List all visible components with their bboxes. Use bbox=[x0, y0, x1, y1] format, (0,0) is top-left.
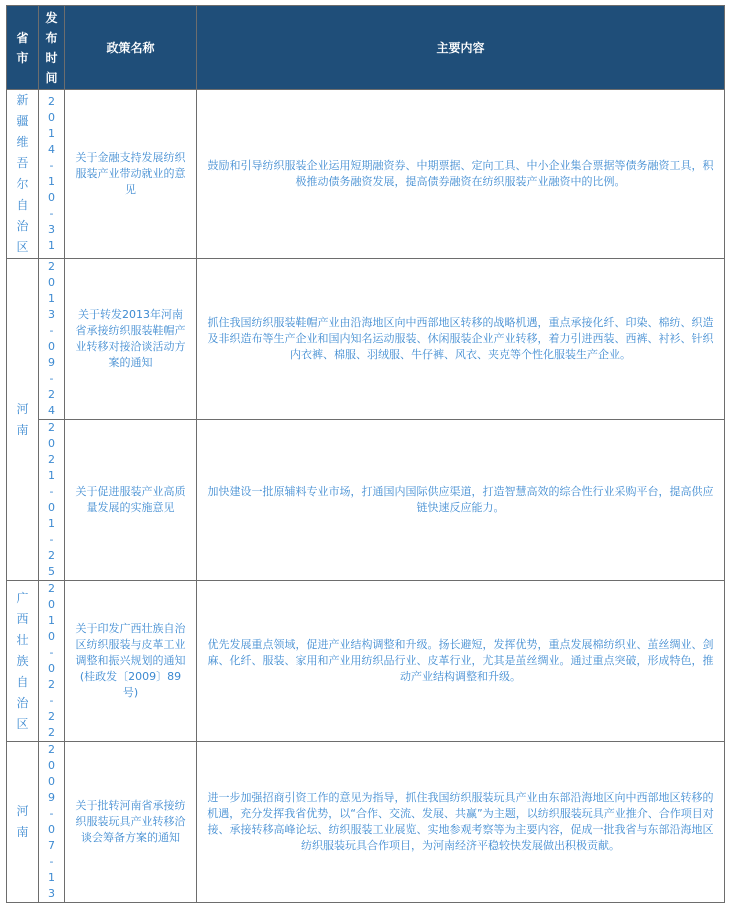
province-cell: 广西壮族自治区 bbox=[7, 581, 39, 742]
policy-name-cell: 关于印发广西壮族自治区纺织服装与皮革工业调整和振兴规划的通知(桂政发〔2009〕89号) bbox=[65, 581, 197, 742]
table-row bbox=[7, 581, 725, 742]
content-cell: 加快建设一批原辅料专业市场，打通国内国际供应渠道，打造智慧高效的综合性行业采购平台，提高供应链快速反应能力。 bbox=[197, 420, 725, 581]
header-date: 发布时间 bbox=[39, 6, 65, 90]
header-content: 主要内容 bbox=[197, 6, 725, 90]
policy-name-cell: 关于金融支持发展纺织服装产业带动就业的意见 bbox=[65, 90, 197, 259]
date-cell: 2021-01-25 bbox=[39, 420, 65, 581]
policy-name-cell: 关于转发2013年河南省承接纺织服装鞋帽产业转移对接洽谈活动方案的通知 bbox=[65, 259, 197, 420]
table-row bbox=[7, 420, 725, 581]
content-cell: 优先发展重点领域，促进产业结构调整和升级。扬长避短，发挥优势，重点发展棉纺织业、茧丝绸业、剑麻、化纤、服装、家用和产业用纺织品行业、皮革行业，尤其是茧丝绸业。通过重点突破，形成特色，推动产业结构调整和升级。 bbox=[197, 581, 725, 742]
date-cell: 2009-07-13 bbox=[39, 742, 65, 903]
policy-table bbox=[6, 5, 725, 903]
policy-name-cell: 关于批转河南省承接纺织服装玩具产业转移洽谈会筹备方案的通知 bbox=[65, 742, 197, 903]
header-policy-name: 政策名称 bbox=[65, 6, 197, 90]
content-cell: 抓住我国纺织服装鞋帽产业由沿海地区向中西部地区转移的战略机遇，重点承接化纤、印染、棉纺、织造及非织造布等生产企业和国内知名运动服装、休闲服装企业产业转移，着力引进西装、西裤、衬衫、针织内衣裤、棉服、羽绒服、牛仔裤、风衣、夹克等个性化服装生产企业。 bbox=[197, 259, 725, 420]
table-header-row bbox=[7, 6, 725, 90]
table-row bbox=[7, 90, 725, 259]
content-cell: 进一步加强招商引资工作的意见为指导，抓住我国纺织服装玩具产业由东部沿海地区向中西部地区转移的机遇，充分发挥我省优势，以“合作、交流、发展、共赢”为主题，以纺织服装玩具产业推介、合作项目对接、承接转移高峰论坛、纺织服装工业展览、实地参观考察等为主要内容，促成一批我省与东部沿海地区纺织服装玩具合作项目，为河南经济平稳较快发展做出积极贡献。 bbox=[197, 742, 725, 903]
province-cell: 河南 bbox=[7, 259, 39, 581]
content-cell: 鼓励和引导纺织服装企业运用短期融资券、中期票据、定向工具、中小企业集合票据等债务融资工具，积极推动债务融资发展，提高债券融资在纺织服装产业融资中的比例。 bbox=[197, 90, 725, 259]
date-cell: 2014-10-31 bbox=[39, 90, 65, 259]
header-province: 省市 bbox=[7, 6, 39, 90]
table-row bbox=[7, 259, 725, 420]
table-row bbox=[7, 742, 725, 903]
date-cell: 2013-09-24 bbox=[39, 259, 65, 420]
date-cell: 2010-02-22 bbox=[39, 581, 65, 742]
province-cell: 新疆维吾尔自治区 bbox=[7, 90, 39, 259]
policy-name-cell: 关于促进服装产业高质量发展的实施意见 bbox=[65, 420, 197, 581]
province-cell: 河南 bbox=[7, 742, 39, 903]
